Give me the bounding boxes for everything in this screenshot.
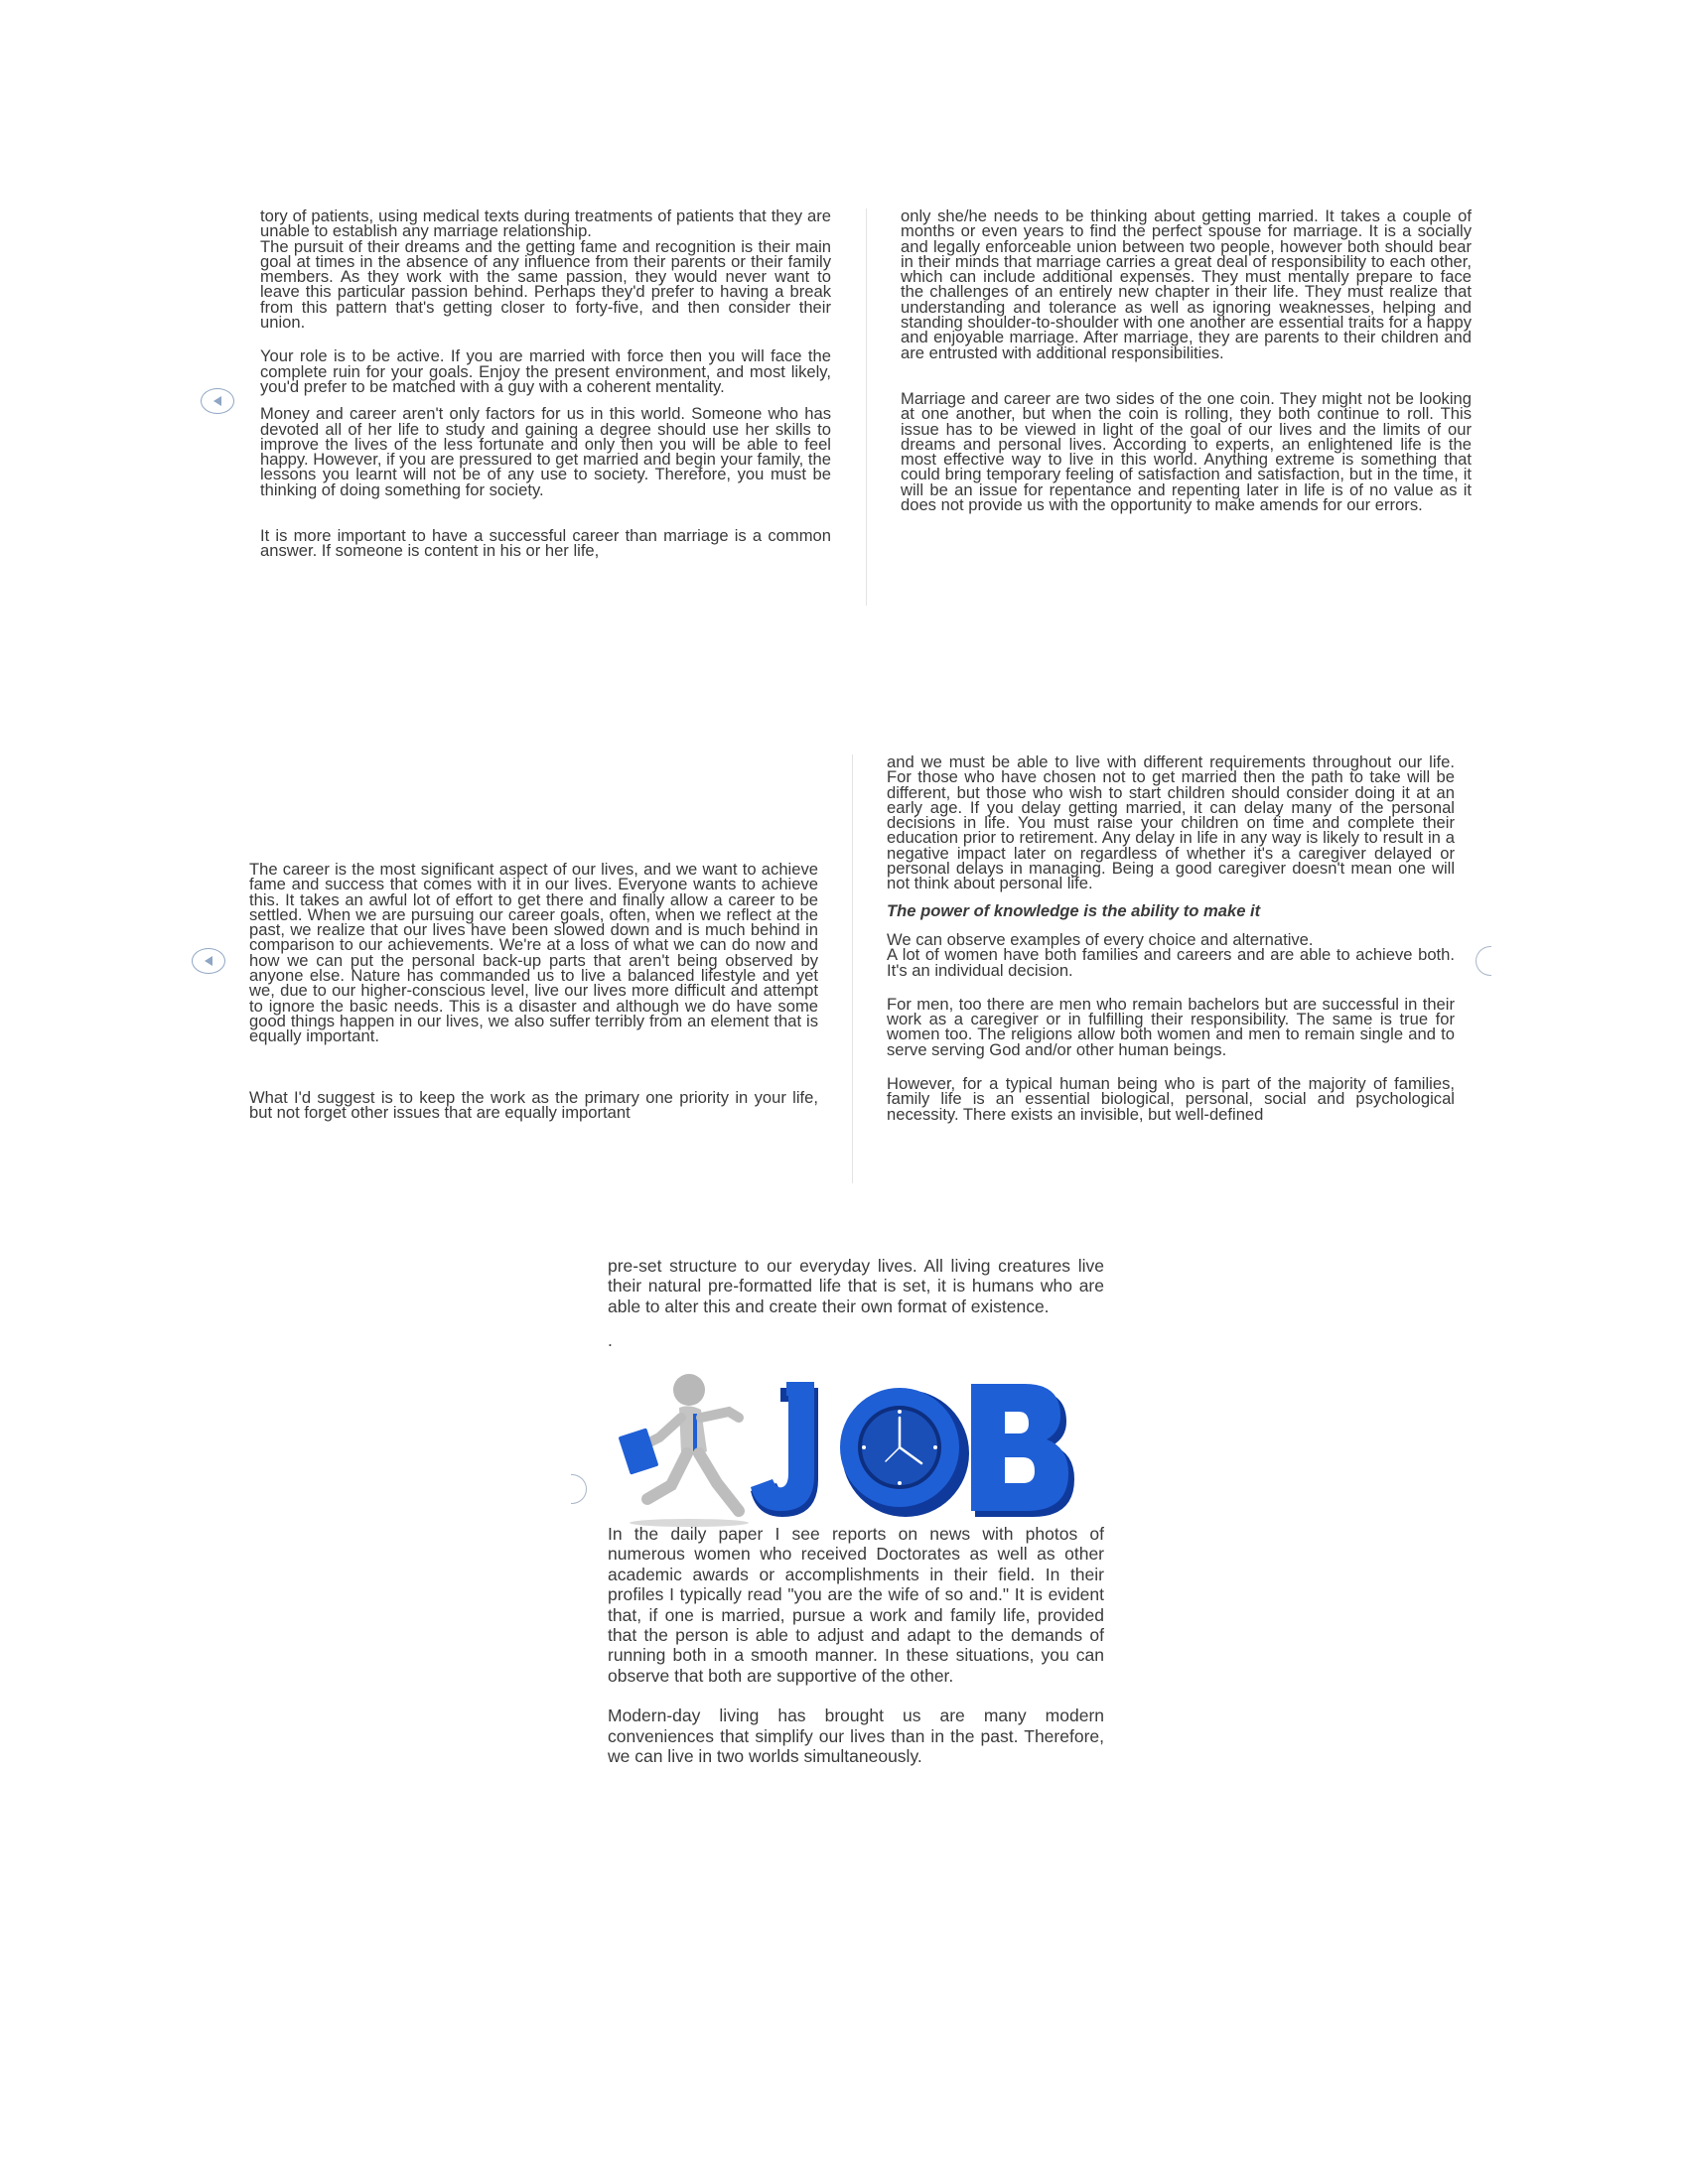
next-page-button[interactable]: [1476, 946, 1491, 976]
page-2-left-column: [249, 862, 818, 1120]
prev-page-icon: [205, 956, 212, 966]
page-1-left-column: [260, 208, 831, 559]
paragraph: and we must be able to live with different requirements throughout our life. For those who have chosen not to get married then the path to take will be different, but those who wish to start children should consider doing it at an early age. If you delay getting married, it can delay many of the personal decisions in life. You must raise your children on time and complete their education prior to retirement. Any delay in life in any way is likely to result in a negative impact later on regardless of whether it's a caregiver delayed or personal delays in managing. Being a good caregiver doesn't mean one will not think about personal life.: [887, 752, 1455, 893]
page-2-right-column: [887, 754, 1455, 1122]
section-heading: The power of knowledge is the ability to make it: [887, 900, 1261, 920]
job-logo: [751, 1382, 1074, 1517]
paragraph: However, for a typical human being who is part of the majority of families, family life is an essential biological, personal, social and psychological necessity. There exists an invisible, but well-defined: [887, 1074, 1455, 1124]
paragraph: Your role is to be active. If you are married with force then you will face the complete ruin for your goals. Enjoy the present environment, and most likely, you'd prefer to be matched with a guy with a coherent mentality.: [260, 346, 831, 396]
paragraph: only she/he needs to be thinking about getting married. It takes a couple of months or even years to find the perfect spouse for marriage. It is a socially and legally enforceable union between two people, however both should bear in their minds that marriage carries a great deal of responsibility to each other, which can include additional expenses. They must mentally prepare to face the challenges of an entirely new chapter in their life. They must realize that understanding and tolerance as well as ignoring weaknesses, helping and standing shoulder-to-shoulder with one another are essential traits for a happy and enjoyable marriage. After marriage, they are parents to their children and are entrusted with additional responsibilities.: [901, 206, 1472, 362]
prev-page-button[interactable]: [192, 948, 225, 974]
paragraph: The pursuit of their dreams and the getting fame and recognition is their main goal at times in the absence of any influence from their parents or their family members. As they work with the same passion, they would never want to leave this particular passion behind. Perhaps they'd prefer to having a break from this pattern that's getting closer to forty-five, and then consider their union.: [260, 236, 831, 333]
column-divider: [866, 208, 867, 606]
column-divider: [852, 754, 853, 1183]
stray-dot: .: [608, 1330, 613, 1351]
paragraph: For men, too there are men who remain bachelors but are successful in their work as a caregiver or in fulfilling their responsibility. The same is true for women too. The religions allow both women and men to remain single and to serve serving God and/or other human beings.: [887, 994, 1455, 1059]
paragraph: Money and career aren't only factors for us in this world. Someone who has devoted all of her life to study and gaining a degree should use her skills to improve the lives of the less fortunate and only then you will be able to feel happy. However, if you are pressured to get married and begin your family, the lessons you learnt will not be of any use to society. Therefore, you must be thinking of doing something for society.: [260, 404, 831, 499]
page-1-right-column: [901, 206, 1472, 515]
page-nav-button[interactable]: [571, 1474, 587, 1504]
page-3-bottom-text: [608, 1524, 1104, 1766]
paragraph: The career is the most significant aspect of our lives, and we want to achieve fame and success that comes with it in our lives. Everyone wants to achieve this. It takes an awful lot of effort to get there and finally allow a career to be settled. When we are pursuing our career goals, often, when we reflect at the past, we realize that our lives have been slowed down and is much behind in comparison to our achievements. We're at a loss of what we can do now and how we can put the personal back-up parts that aren't being observed by anyone else. Nature has commanded us to live a balanced lifestyle and yet we, due to our higher-conscious level, live our lives more difficult and attempt to ignore the basic needs. This is a disaster and although we do have some good things happen in our lives, we also suffer terribly from an element that is equally important.: [249, 860, 818, 1046]
prev-page-icon: [213, 396, 221, 406]
paragraph: Marriage and career are two sides of the one coin. They might not be looking at one another, but when the coin is rolling, they both continue to roll. This issue has to be viewed in light of the goal of our lives and the limits of our dreams and personal lives. According to experts, an enlightened life is the most effective way to live in this world. Anything extreme is something that could bring temporary feeling of satisfaction and satisfaction, but in the time, it will be an issue for repentance and repenting later in life is of no value as it does not provide us with the opportunity to make amends for our errors.: [901, 388, 1472, 515]
page-1: [0, 0, 1688, 635]
paragraph: It is more important to have a successful career than marriage is a common answer. If someone is content in his or her life,: [260, 526, 831, 561]
page-2: [0, 735, 1688, 1201]
job-illustration: [612, 1368, 1088, 1527]
paragraph: pre-set structure to our everyday lives. All living creatures live their natural pre-formatted life that is set, it is humans who are able to alter this and create their own format of existence.: [608, 1256, 1104, 1316]
paragraph: We can observe examples of every choice and alternative.: [887, 929, 1314, 949]
page-3-top-text: [608, 1256, 1104, 1351]
paragraph: In the daily paper I see reports on news with photos of numerous women who received Doctorates as well as other academic awards or accomplishments in their field. In their profiles I typically read "you are the wife of so and." It is evident that, if one is married, pursue a work and family life, provided that the person is able to adjust and adapt to the demands of running both in a smooth manner. In these situations, you can observe that both are supportive of the other.: [608, 1524, 1104, 1686]
paragraph: tory of patients, using medical texts during treatments of patients that they are unable to establish any marriage relationship.: [260, 206, 831, 241]
prev-page-button[interactable]: [201, 388, 234, 414]
paragraph: A lot of women have both families and careers and are able to achieve both. It's an individual decision.: [887, 945, 1455, 980]
page-3: [0, 1241, 1688, 1797]
paragraph: What I'd suggest is to keep the work as the primary one priority in your life, but not forget other issues that are equally important: [249, 1087, 818, 1122]
paragraph: Modern-day living has brought us are many modern conveniences that simplify our lives than in the past. Therefore, we can live in two worlds simultaneously.: [608, 1706, 1104, 1767]
running-man-figure: [619, 1374, 749, 1527]
